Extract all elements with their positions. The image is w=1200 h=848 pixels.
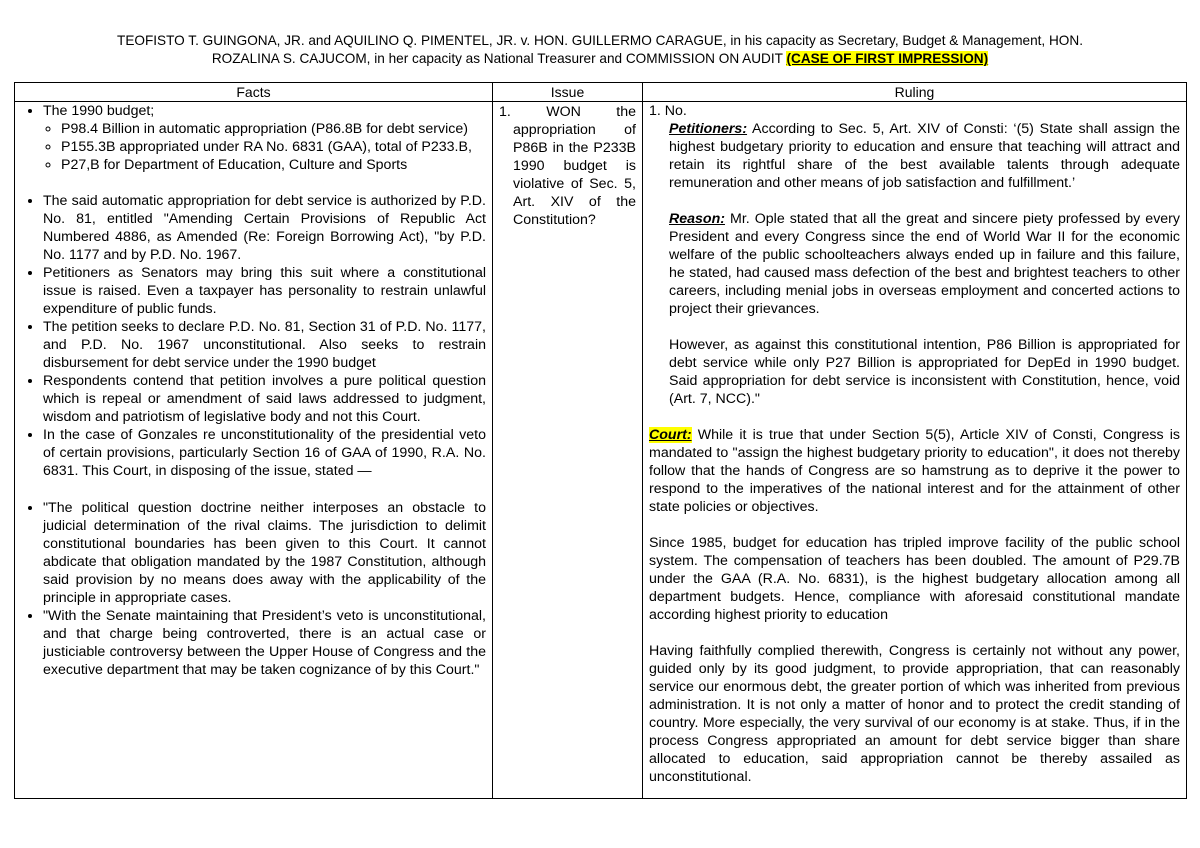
since-paragraph: Since 1985, budget for education has tripled improve facility of the public school system. The compensation of teachers has been doubled. The amount of P29.7B under the GAA (R.A. No. 6831), is the highest budgetary allocation among all department budgets. Hence, compliance with aforesaid constitutional mandate according highest priority to education bbox=[649, 535, 1180, 623]
court-paragraph bbox=[649, 426, 1180, 516]
fact-point: • Respondents contend that petition involves a pure political question which is repeal or amendment of said laws addressed to judgment, wisdom and patriotism of legislative body and not this Court. bbox=[43, 372, 486, 426]
facts-header: Facts bbox=[15, 83, 493, 102]
facts-cell bbox=[15, 102, 493, 799]
reason-label: Reason: bbox=[669, 211, 725, 227]
court-text: While it is true that under Section 5(5), Article XIV of Consti, Congress is mandated to "assign the highest budgetary priority to education", it does not thereby follow that the hands of Congress are so hamstrung as to deprive it the power to respond to the imperatives of the national interest and for the attainment of other state policies or objectives. bbox=[649, 427, 1180, 515]
ruling-header: Ruling bbox=[643, 83, 1187, 102]
fact-point: • The said automatic appropriation for debt service is authorized by P.D. No. 81, entitled "Amending Certain Provisions of Republic Act Numbered 4886, as Amended (Re: Foreign Borrowing Act), "by P.D. No. 1177 and by P.D. No. 1967. bbox=[43, 192, 486, 264]
budget-item: ◦ P155.3B appropriated under RA No. 6831 (GAA), total of P233.B, bbox=[61, 138, 486, 156]
having-paragraph: Having faithfully complied therewith, Congress is certainly not without any power, guided only by its good judgment, to provide appropriation, that can reasonably service our enormous debt, the greater portion of which was inherited from previous administration. It is not only a matter of honor and to protect the credit standing of country. More especially, the very survival of our economy is at stake. Thus, if in the process Congress appropriated an amount for debt service bigger than share allocated to education, said appropriation cannot be thereby assailed as unconstitutional. bbox=[649, 643, 1180, 785]
case-digest-table bbox=[14, 82, 1187, 799]
fact-point: • In the case of Gonzales re unconstitutionality of the presidential veto of certain provisions, particularly Section 16 of GAA of 1990, R.A. No. 6831. This Court, in disposing of the issue, stated — bbox=[43, 426, 486, 480]
reason-text: Mr. Ople stated that all the great and sincere piety professed by every President and every Congress since the end of World War II for the economic welfare of the public schoolteachers always ended up in failure and this failure, he stated, had caused mass defection of the best and brightest teachers to other careers, including menial jobs in overseas employment and concerted actions to project their grievances. bbox=[669, 211, 1180, 317]
budget-item: ◦ P98.4 Billion in automatic appropriation (P86.8B for debt service) bbox=[61, 120, 486, 138]
case-title-line1: TEOFISTO T. GUINGONA, JR. and AQUILINO Q. PIMENTEL, JR. v. HON. GUILLERMO CARAGUE, in his capacity as Secretary, Budget & Management, HON. bbox=[117, 33, 1083, 48]
ruling-answer: 1. No. bbox=[649, 103, 687, 119]
case-title-line2 bbox=[20, 50, 1180, 68]
facts-list bbox=[21, 102, 486, 679]
issue-text: 1. WON the appropriation of P86B in the P233B 1990 budget is violative of Sec. 5, Art. XIV of the Constitution? bbox=[499, 104, 636, 228]
case-first-impression-highlight: (CASE OF FIRST IMPRESSION) bbox=[786, 51, 989, 66]
budget-items-list bbox=[43, 120, 486, 174]
petitioners-paragraph bbox=[649, 120, 1180, 192]
petitioners-label: Petitioners: bbox=[669, 121, 748, 137]
budget-item: ◦ P27,B for Department of Education, Culture and Sports bbox=[61, 156, 486, 174]
fact-budget-intro: The 1990 budget; bbox=[43, 103, 155, 119]
case-title-line2-text: ROZALINA S. CAJUCOM, in her capacity as National Treasurer and COMMISSION ON AUDIT bbox=[211, 51, 783, 66]
petitioners-text: According to Sec. 5, Art. XIV of Consti: ‘(5) State shall assign the highest budgetary priority to education and ensure that teaching will attract and retain its rightful share of the best available talents through adequate remuneration and other means of job satisfaction and fulfillment.’ bbox=[669, 121, 1180, 191]
court-label: Court: bbox=[649, 427, 692, 443]
however-paragraph: However, as against this constitutional intention, P86 Billion is appropriated for debt service while only P27 Billion is appropriated for DepEd in 1990 budget. Said appropriation for debt service is inconsistent with Constitution, hence, void (Art. 7, NCC)." bbox=[669, 337, 1180, 407]
case-title bbox=[20, 32, 1180, 68]
fact-point: • The petition seeks to declare P.D. No. 81, Section 31 of P.D. No. 1177, and P.D. No. 1967 unconstitutional. Also seeks to restrain disbursement for debt service under the 1990 budget bbox=[43, 318, 486, 372]
fact-point: • Petitioners as Senators may bring this suit where a constitutional issue is raised. Even a taxpayer has personality to restrain unlawful expenditure of public funds. bbox=[43, 264, 486, 318]
content-row bbox=[15, 102, 1187, 799]
fact-budget bbox=[43, 102, 486, 174]
fact-quote: • "The political question doctrine neither interposes an obstacle to judicial determination of the rival claims. The jurisdiction to delimit constitutional boundaries has been given to this Court. It cannot abdicate that obligation mandated by the 1987 Constitution, although said provision by no means does away with the applicability of the principle in appropriate cases. bbox=[43, 499, 486, 607]
reason-paragraph bbox=[649, 210, 1180, 318]
issue-header: Issue bbox=[493, 83, 643, 102]
fact-quote: • "With the Senate maintaining that President’s veto is unconstitutional, and that charge being controverted, there is an actual case or justiciable controversy between the Upper House of Congress and the executive department that may be taken cognizance of by this Court." bbox=[43, 607, 486, 679]
header-row bbox=[15, 83, 1187, 102]
ruling-cell bbox=[643, 102, 1187, 799]
issue-cell bbox=[493, 102, 643, 799]
